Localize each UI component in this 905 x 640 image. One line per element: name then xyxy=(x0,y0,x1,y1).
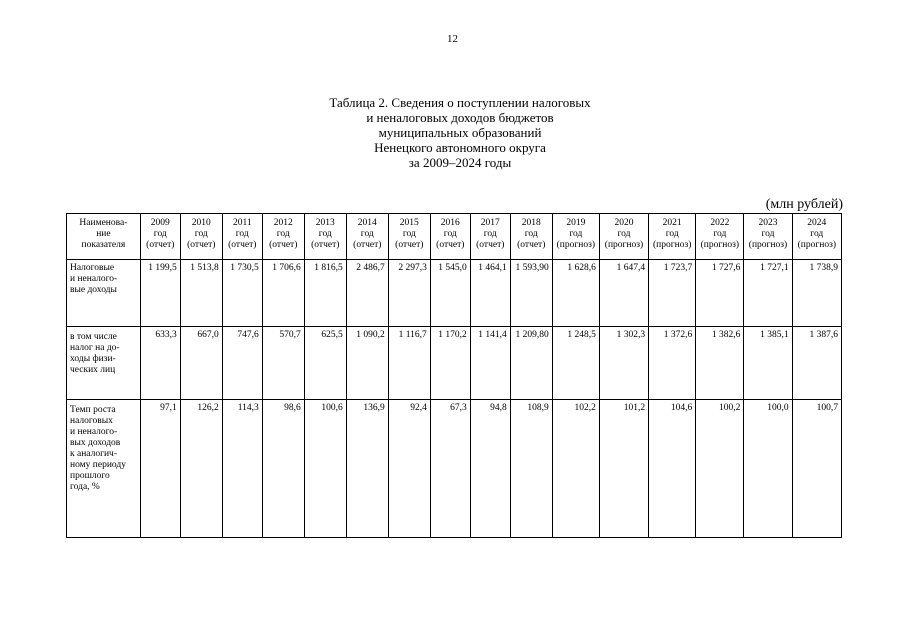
column-year-word: год xyxy=(617,229,631,239)
value-cell: 100,2 xyxy=(696,400,744,538)
value-cell: 98,6 xyxy=(262,400,304,538)
value-cell: 667,0 xyxy=(180,327,222,400)
value-cell: 102,2 xyxy=(552,400,599,538)
year-column-header xyxy=(599,214,648,260)
header-text: показателя xyxy=(81,240,126,250)
value-cell: 1 738,9 xyxy=(792,260,841,327)
value-cell: 1 090,2 xyxy=(346,327,388,400)
column-year: 2009 xyxy=(150,218,170,228)
column-year-word: год xyxy=(810,229,824,239)
column-year: 2013 xyxy=(315,218,335,228)
row-label-line: к аналогич- xyxy=(70,449,118,459)
row-label-line: налог на до- xyxy=(70,343,120,353)
column-type: (прогноз) xyxy=(652,240,692,250)
column-year-word: год xyxy=(318,229,332,239)
value-cell: 1 382,6 xyxy=(696,327,744,400)
row-label-line: вых доходов xyxy=(70,438,121,448)
column-year: 2010 xyxy=(191,218,211,228)
year-column-header xyxy=(744,214,792,260)
value-cell: 2 297,3 xyxy=(388,260,430,327)
value-cell: 1 628,6 xyxy=(552,260,599,327)
header-text: Наименова- xyxy=(79,218,128,228)
row-label-line: года, % xyxy=(70,482,100,492)
value-cell: 1 593,90 xyxy=(510,260,552,327)
row-label-line: Темп роста xyxy=(70,405,116,415)
year-column-header xyxy=(430,214,470,260)
row-label-line: и неналого- xyxy=(70,427,118,437)
column-type: (отчет) xyxy=(517,240,546,250)
row-label-line: в том числе xyxy=(70,332,117,342)
year-column-header xyxy=(222,214,262,260)
value-cell: 1 170,2 xyxy=(430,327,470,400)
row-label-line: ходы физи- xyxy=(70,354,116,364)
column-type: (отчет) xyxy=(395,240,424,250)
column-year: 2024 xyxy=(807,218,827,228)
year-column-header xyxy=(346,214,388,260)
year-column-header xyxy=(388,214,430,260)
value-cell: 1 816,5 xyxy=(304,260,346,327)
column-year: 2012 xyxy=(273,218,293,228)
value-cell: 2 486,7 xyxy=(346,260,388,327)
column-year-word: год xyxy=(569,229,583,239)
value-cell: 100,6 xyxy=(304,400,346,538)
value-cell: 101,2 xyxy=(599,400,648,538)
row-label-line: налоговых xyxy=(70,416,113,426)
revenue-table xyxy=(66,213,842,538)
column-type: (прогноз) xyxy=(604,240,644,250)
row-label xyxy=(67,400,141,538)
value-cell: 1 387,6 xyxy=(792,327,841,400)
value-cell: 126,2 xyxy=(180,400,222,538)
column-type: (прогноз) xyxy=(748,240,788,250)
value-cell: 570,7 xyxy=(262,327,304,400)
year-column-header xyxy=(510,214,552,260)
value-cell: 1 116,7 xyxy=(388,327,430,400)
column-year-word: год xyxy=(443,229,457,239)
column-year: 2015 xyxy=(399,218,419,228)
year-column-header xyxy=(140,214,180,260)
column-year-word: год xyxy=(665,229,679,239)
column-type: (отчет) xyxy=(311,240,340,250)
column-year: 2018 xyxy=(521,218,541,228)
year-column-header xyxy=(470,214,510,260)
value-cell: 1 545,0 xyxy=(430,260,470,327)
title-line: Ненецкого автономного округа xyxy=(374,140,546,155)
value-cell: 747,6 xyxy=(222,327,262,400)
column-year-word: год xyxy=(483,229,497,239)
column-year: 2017 xyxy=(480,218,500,228)
row-label-line: вые доходы xyxy=(70,285,117,295)
value-cell: 1 647,4 xyxy=(599,260,648,327)
column-year-word: год xyxy=(153,229,167,239)
table-row xyxy=(67,260,842,327)
column-year: 2020 xyxy=(614,218,634,228)
value-cell: 92,4 xyxy=(388,400,430,538)
column-year-word: год xyxy=(276,229,290,239)
value-cell: 1 723,7 xyxy=(649,260,696,327)
column-type: (отчет) xyxy=(187,240,216,250)
value-cell: 108,9 xyxy=(510,400,552,538)
row-label-line: ному периоду xyxy=(70,460,126,470)
column-year: 2019 xyxy=(566,218,586,228)
header-text: ние xyxy=(96,229,111,239)
value-cell: 100,0 xyxy=(744,400,792,538)
column-year-word: год xyxy=(360,229,374,239)
value-cell: 94,8 xyxy=(470,400,510,538)
year-column-header xyxy=(552,214,599,260)
row-label-line: прошлого xyxy=(70,471,110,481)
column-year-word: год xyxy=(713,229,727,239)
page-number: 12 xyxy=(447,33,458,45)
value-cell: 1 248,5 xyxy=(552,327,599,400)
value-cell: 1 513,8 xyxy=(180,260,222,327)
column-type: (отчет) xyxy=(436,240,465,250)
column-type: (отчет) xyxy=(353,240,382,250)
value-cell: 100,7 xyxy=(792,400,841,538)
units-label: (млн рублей) xyxy=(765,197,843,212)
value-cell: 1 209,80 xyxy=(510,327,552,400)
value-cell: 1 464,1 xyxy=(470,260,510,327)
row-label-line: Налоговые xyxy=(70,263,115,273)
column-type: (отчет) xyxy=(146,240,175,250)
title-line: и неналоговых доходов бюджетов xyxy=(366,110,554,125)
column-type: (прогноз) xyxy=(700,240,740,250)
table-row xyxy=(67,400,842,538)
column-year: 2014 xyxy=(357,218,377,228)
year-column-header xyxy=(180,214,222,260)
row-label-line: ческих лиц xyxy=(70,365,116,375)
year-column-header xyxy=(304,214,346,260)
column-type: (отчет) xyxy=(228,240,257,250)
value-cell: 104,6 xyxy=(649,400,696,538)
column-year-word: год xyxy=(761,229,775,239)
value-cell: 1 141,4 xyxy=(470,327,510,400)
column-year: 2016 xyxy=(440,218,460,228)
title-line: Таблица 2. Сведения о поступлении налоговых xyxy=(329,95,591,110)
table-title xyxy=(260,95,660,170)
column-year: 2011 xyxy=(232,218,252,228)
row-label-line: и неналого- xyxy=(70,274,118,284)
column-type: (отчет) xyxy=(269,240,298,250)
value-cell: 1 727,1 xyxy=(744,260,792,327)
column-type: (прогноз) xyxy=(797,240,836,250)
name-column-header xyxy=(67,214,141,260)
value-cell: 67,3 xyxy=(430,400,470,538)
value-cell: 1 730,5 xyxy=(222,260,262,327)
value-cell: 1 706,6 xyxy=(262,260,304,327)
row-label xyxy=(67,260,141,327)
value-cell: 1 727,6 xyxy=(696,260,744,327)
value-cell: 1 302,3 xyxy=(599,327,648,400)
value-cell: 625,5 xyxy=(304,327,346,400)
title-line: муниципальных образований xyxy=(378,125,542,140)
column-year-word: год xyxy=(235,229,249,239)
header-row xyxy=(67,214,842,260)
row-label xyxy=(67,327,141,400)
value-cell: 136,9 xyxy=(346,400,388,538)
column-year-word: год xyxy=(194,229,208,239)
year-column-header xyxy=(649,214,696,260)
year-column-header xyxy=(792,214,841,260)
value-cell: 114,3 xyxy=(222,400,262,538)
title-line: за 2009–2024 годы xyxy=(408,155,512,170)
value-cell: 1 385,1 xyxy=(744,327,792,400)
column-year: 2023 xyxy=(758,218,778,228)
value-cell: 1 199,5 xyxy=(140,260,180,327)
value-cell: 97,1 xyxy=(140,400,180,538)
column-type: (прогноз) xyxy=(556,240,596,250)
year-column-header xyxy=(262,214,304,260)
year-column-header xyxy=(696,214,744,260)
table-row xyxy=(67,327,842,400)
column-year: 2021 xyxy=(662,218,682,228)
column-year: 2022 xyxy=(710,218,730,228)
value-cell: 1 372,6 xyxy=(649,327,696,400)
column-type: (отчет) xyxy=(476,240,505,250)
column-year-word: год xyxy=(524,229,538,239)
value-cell: 633,3 xyxy=(140,327,180,400)
column-year-word: год xyxy=(402,229,416,239)
